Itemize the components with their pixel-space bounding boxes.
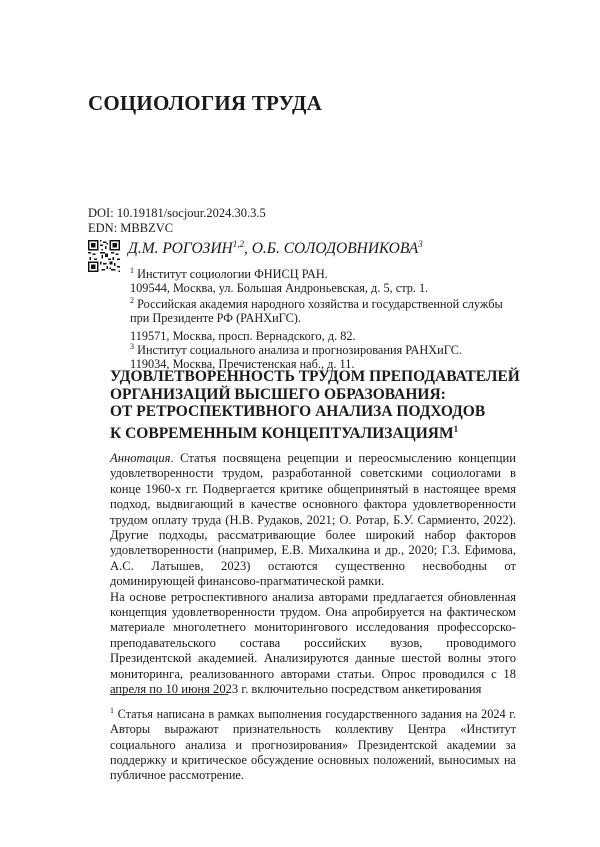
article-title	[110, 368, 530, 442]
affiliation-2	[130, 294, 520, 343]
footnote-text: Статья написана в рамках выполнения государственного задания на 2024 г. Авторы выражают признательность коллективу Центра «Институт социального анализа и прогнозирования» Президентской академии за поддержку и критическое обсуждение основных положений, выносимых на публичное рассмотрение.	[110, 707, 516, 783]
affiliation-line: 119034, Москва, Пречистенская наб., д. 11.	[130, 357, 355, 372]
affiliation-line: при Президенте РФ (РАНХиГС).	[130, 311, 301, 326]
footnote	[110, 703, 516, 784]
footnote-divider	[110, 694, 228, 695]
author-affiliation-mark: 1,2	[232, 239, 244, 249]
affiliation-number: 2	[130, 296, 134, 305]
article-title-line: К СОВРЕМЕННЫМ КОНЦЕПТУАЛИЗАЦИЯМ	[110, 424, 454, 442]
article-title-line: УДОВЛЕТВОРЕННОСТЬ ТРУДОМ ПРЕПОДАВАТЕЛЕЙ	[110, 368, 520, 385]
doi-block	[88, 206, 266, 236]
footnote-mark[interactable]: 1	[453, 423, 459, 434]
edn-line: EDN: MBBZVC	[88, 221, 174, 235]
abstract-label: Аннотация	[110, 451, 171, 465]
author-name: О.Б. СОЛОДОВНИКОВА	[251, 240, 419, 258]
affiliation-line: 119571, Москва, просп. Вернадского, д. 82.	[130, 328, 356, 343]
article-title-line: ОТ РЕТРОСПЕКТИВНОГО АНАЛИЗА ПОДХОДОВ	[110, 403, 486, 420]
abstract-paragraph: На основе ретроспективного анализа авторами предлагается обновленная концепция удовлетворенности трудом. Она апробируется на фактическом материале многолетнего мониторингового исследования профессорско-преподавательского состава российских вузов, проводимого Президентской академией. Анализируются данные шестой волны этого мониторинга, реализованного авторами статьи. Опрос проводился с 18 апреля по 10 июня 2023 г. включительно посредством анкетирования	[110, 589, 516, 697]
abstract-text: . Статья посвящена рецепции и переосмыслению концепции удовлетворенности трудом, разработанной советскими социологами в конце 1960-х гг. Подвергается критике общепринятый в настоящее время подход, выдвигающий в качестве основного фактора удовлетворенности трудом оплату труда (Н.В. Рудаков, 2021; О. Ротар, Б.У. Сармиенто, 2022). Другие подходы, рассматривающие более широкий набор факторов удовлетворенности (например, Е.В. Михалкина и др., 2020; Г.З. Ефимова, А.С. Латышев, 2023) остаются существенно несвободны от доминирующей финансово-прагматической рамки.	[110, 451, 516, 589]
section-title: СОЦИОЛОГИЯ ТРУДА	[88, 91, 322, 115]
affiliation-3	[130, 340, 520, 372]
affiliation-line: Институт социологии ФНИСЦ РАН.	[137, 267, 328, 282]
affiliation-line: Институт социального анализа и прогнозирования РАНХиГС.	[137, 343, 462, 358]
author-line	[128, 239, 423, 258]
abstract-paragraph	[110, 451, 516, 590]
affiliation-number: 3	[130, 342, 134, 351]
author-affiliation-mark: 3	[418, 239, 423, 249]
affiliation-line: 109544, Москва, ул. Большая Андроньевская, д. 5, стр. 1.	[130, 281, 429, 296]
footnote-number: 1	[110, 706, 114, 715]
article-title-line: ОРГАНИЗАЦИЙ ВЫСШЕГО ОБРАЗОВАНИЯ:	[110, 385, 446, 403]
doi-line[interactable]: DOI: 10.19181/socjour.2024.30.3.5	[88, 206, 266, 220]
author-name: Д.М. РОГОЗИН	[128, 240, 233, 258]
affiliation-number: 1	[130, 266, 134, 275]
affiliation-1	[130, 264, 520, 296]
author-separator: ,	[243, 240, 252, 258]
affiliation-line: Российская академия народного хозяйства и государственной службы	[137, 297, 503, 312]
qr-code-icon	[88, 240, 120, 272]
abstract	[110, 451, 516, 698]
